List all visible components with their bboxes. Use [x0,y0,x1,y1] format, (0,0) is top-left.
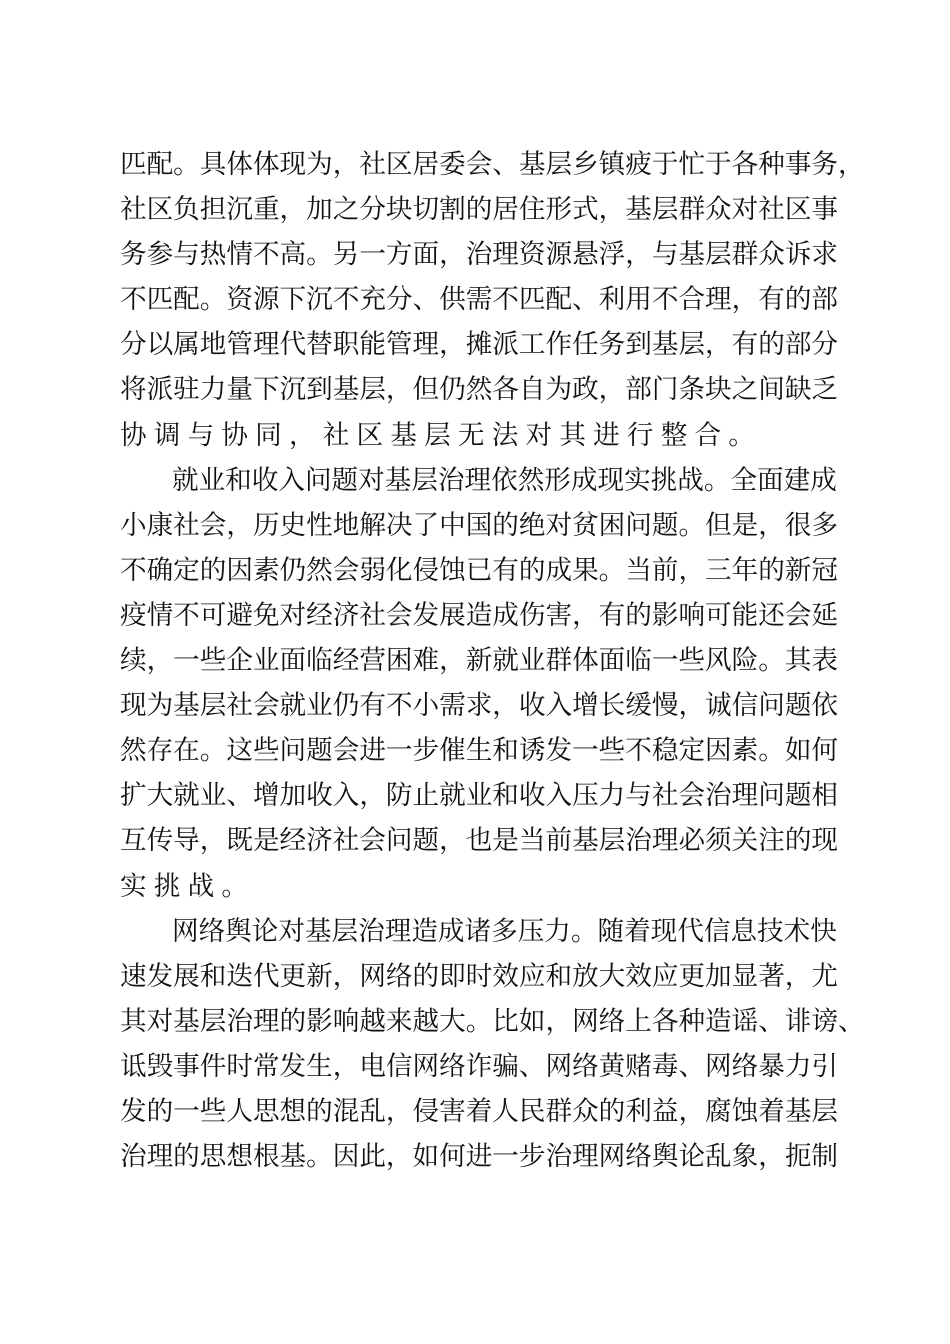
text-line: 速发展和迭代更新，网络的即时效应和放大效应更加显著，尤 [120,960,839,992]
text-line: 社区负担沉重，加之分块切割的居住形式，基层群众对社区事 [120,194,839,226]
text-line: 不匹配。资源下沉不充分、供需不匹配、利用不合理，有的部 [120,284,839,316]
text-line: 然存在。这些问题会进一步催生和诱发一些不稳定因素。如何 [120,735,839,767]
text-line: 就业和收入问题对基层治理依然形成现实挑战。全面建成 [172,464,837,496]
text-line: 现为基层社会就业仍有不小需求，收入增长缓慢，诚信问题依 [120,690,839,722]
text-line: 治理的思想根基。因此，如何进一步治理网络舆论乱象，扼制 [120,1141,839,1173]
text-line: 不确定的因素仍然会弱化侵蚀已有的成果。当前，三年的新冠 [120,554,839,586]
paragraph [120,458,839,909]
paragraph [120,909,865,1180]
text-line: 发的一些人思想的混乱，侵害着人民群众的利益，腐蚀着基层 [120,1095,839,1127]
text-line: 网络舆论对基层治理造成诸多压力。随着现代信息技术快 [172,915,837,947]
text-line: 疫情不可避免对经济社会发展造成伤害，有的影响可能还会延 [120,599,839,631]
text-line: 互传导，既是经济社会问题，也是当前基层治理必须关注的现 [120,825,839,857]
text-line: 务参与热情不高。另一方面，治理资源悬浮，与基层群众诉求 [120,239,839,271]
text-line: 分以属地管理代替职能管理，摊派工作任务到基层，有的部分 [120,329,839,361]
text-line: 匹配。具体体现为，社区居委会、基层乡镇疲于忙于各种事务， [120,149,865,180]
text-line: 扩大就业、增加收入，防止就业和收入压力与社会治理问题相 [120,780,839,812]
text-line: 续，一些企业面临经营困难，新就业群体面临一些风险。其表 [120,645,839,677]
text-line: 小康社会，历史性地解决了中国的绝对贫困问题。但是，很多 [120,509,839,541]
text-line: 其对基层治理的影响越来越大。比如，网络上各种造谣、诽谤、 [120,1005,865,1037]
body-text [120,142,865,1179]
paragraph [120,142,865,458]
text-line: 诋毁事件时常发生，电信网络诈骗、网络黄赌毒、网络暴力引 [120,1050,839,1082]
text-line: 协调与协同，社区基层无法对其进行整合。 [120,419,763,451]
text-line: 实挑战。 [120,870,256,902]
text-line: 将派驻力量下沉到基层，但仍然各自为政，部门条块之间缺乏 [120,374,839,406]
